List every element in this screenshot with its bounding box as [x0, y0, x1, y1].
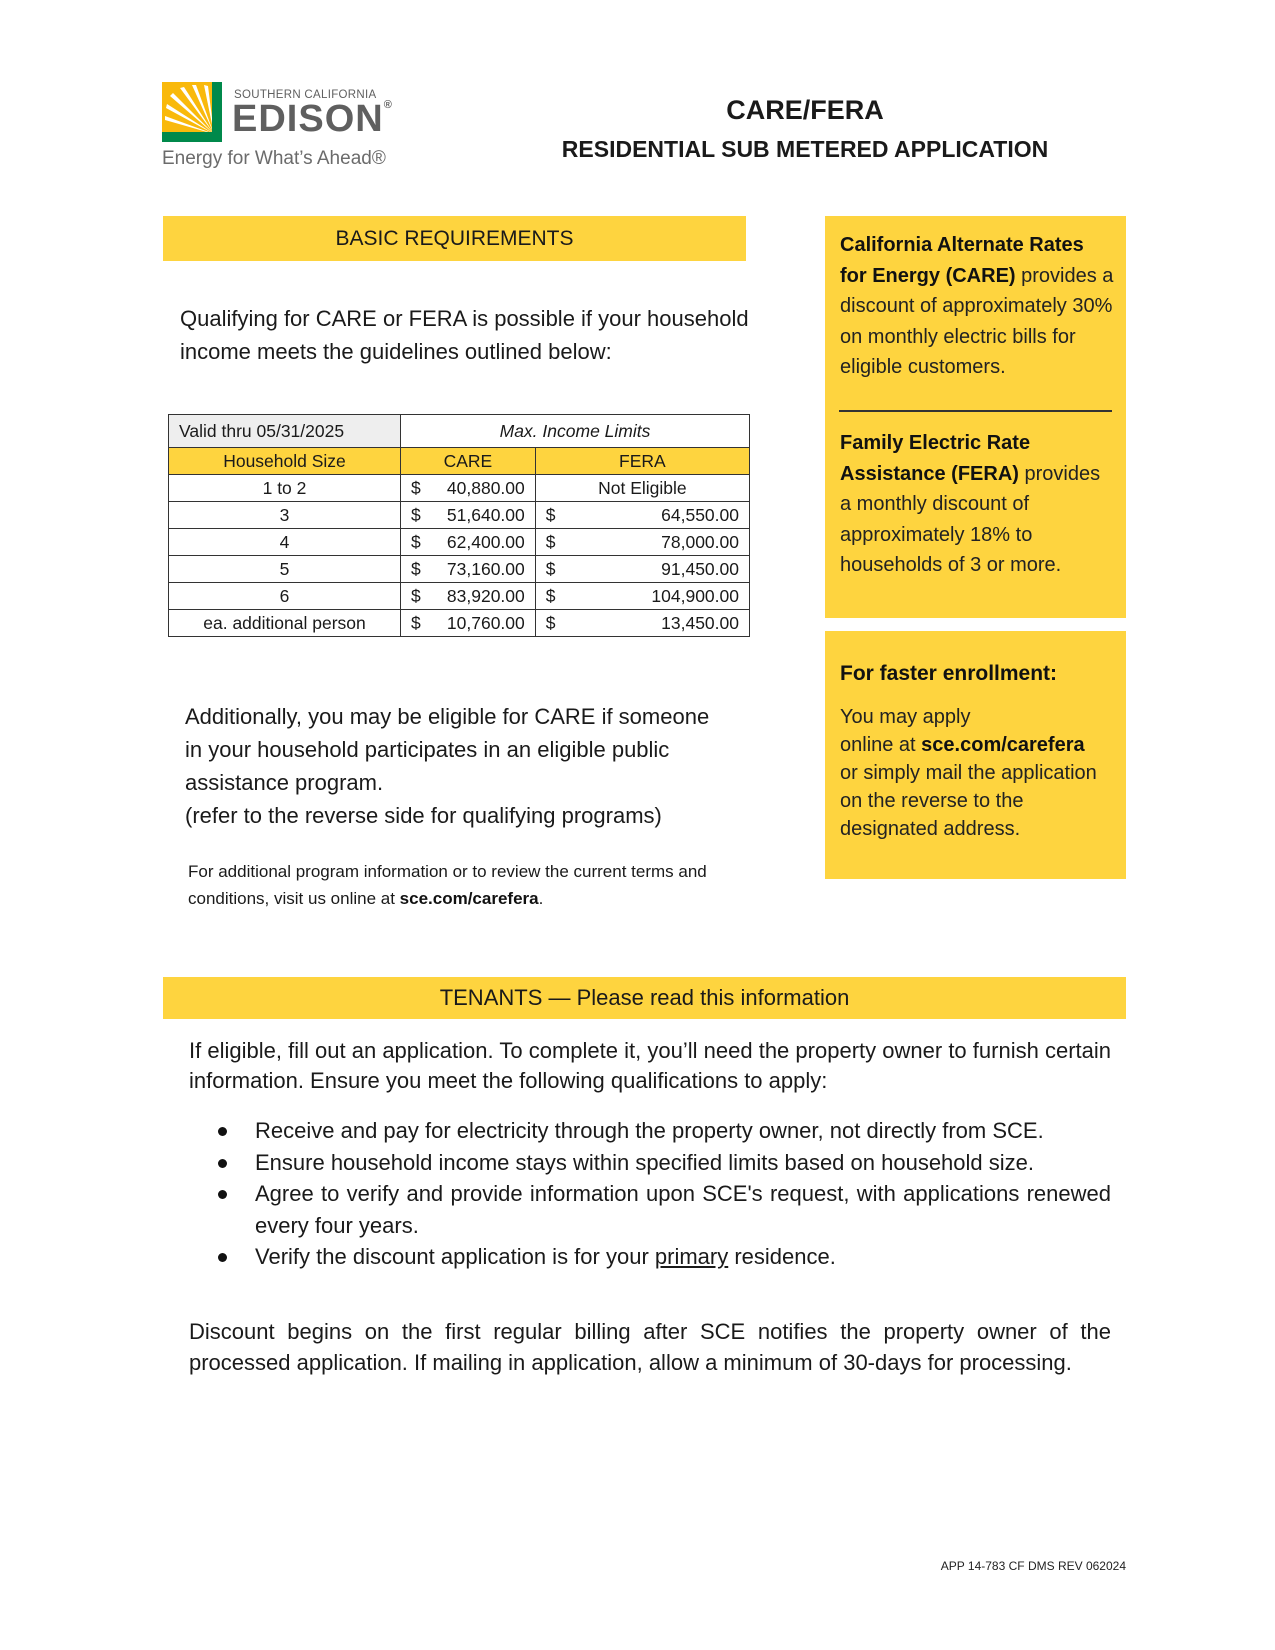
table-header-row [169, 448, 750, 475]
table-row [169, 610, 750, 637]
fera-limit-cell: $ 13,450.00 [545, 612, 739, 633]
care-limit-cell: $ 83,920.00 [410, 585, 525, 606]
bullet-icon [218, 1190, 227, 1199]
list-item: Agree to verify and provide information upon SCE's request, with applications renewed every four years. [210, 1178, 1111, 1241]
carefera-link[interactable]: sce.com/carefera [399, 889, 539, 908]
care-limit-cell: $ 51,640.00 [410, 504, 525, 525]
care-description: California Alternate Rates for Energy (CARE) provides a discount of approximately 30% on monthly electric bills for eligible customers. [840, 234, 1114, 378]
program-info-note: For additional program information or to review the current terms and conditions, visit us online at sce.com/carefera. [188, 862, 707, 908]
fera-limit-cell: $ 78,000.00 [545, 531, 739, 552]
tenants-intro: If eligible, fill out an application. To complete it, you’ll need the property owner to furnish certain information. Ensure you meet the following qualifications to apply: [189, 1038, 1111, 1093]
valid-thru-cell: Valid thru 05/31/2025 [169, 415, 401, 448]
household-size-cell: 4 [169, 529, 401, 556]
faster-enrollment-box [825, 631, 1126, 879]
discount-timing-text: Discount begins on the first regular billing after SCE notifies the property owner of the processed application. If mailing in application, allow a minimum of 30-days for processing. [189, 1319, 1111, 1375]
bullet-icon [218, 1127, 227, 1136]
header-care: CARE [400, 448, 535, 475]
household-size-cell: 6 [169, 583, 401, 610]
fera-limit-cell: Not Eligible [535, 475, 749, 502]
table-row [169, 475, 750, 502]
logo-tagline: Energy for What’s Ahead® [162, 148, 386, 169]
fera-limit-cell: $ 104,900.00 [545, 585, 739, 606]
table-row [169, 583, 750, 610]
basic-intro-text: Qualifying for CARE or FERA is possible if your household income meets the guidelines outlined below: [180, 306, 749, 364]
fera-limit-cell: $ 91,450.00 [545, 558, 739, 579]
bullet-icon [218, 1253, 227, 1262]
header-household-size: Household Size [169, 448, 401, 475]
logo-small-text: SOUTHERN CALIFORNIA [234, 89, 377, 101]
enrollment-text: You may apply online at sce.com/carefera or simply mail the application on the reverse to the designated address. [840, 706, 1097, 840]
income-limits-table [168, 414, 750, 637]
basic-requirements-heading: BASIC REQUIREMENTS [163, 216, 746, 261]
page-subtitle: RESIDENTIAL SUB METERED APPLICATION [561, 136, 1049, 162]
fera-description: Family Electric Rate Assistance (FERA) provides a monthly discount of approximately 18% to households of 3 or more. [840, 432, 1101, 576]
list-item: Verify the discount application is for your primary residence. [210, 1241, 1111, 1273]
care-limit-cell: $ 73,160.00 [410, 558, 525, 579]
header-fera: FERA [535, 448, 749, 475]
household-size-cell: ea. additional person [169, 610, 401, 637]
household-size-cell: 1 to 2 [169, 475, 401, 502]
care-limit-cell: $ 10,760.00 [410, 612, 525, 633]
edison-sunburst-icon [162, 82, 222, 142]
form-code: APP 14-783 CF DMS REV 062024 [940, 1559, 1126, 1573]
logo-wordmark: EDISON® [232, 98, 393, 140]
table-row [169, 529, 750, 556]
tenants-heading: TENANTS — Please read this information [163, 977, 1126, 1019]
max-income-label: Max. Income Limits [400, 415, 749, 448]
page-title: CARE/FERA [726, 95, 884, 125]
household-size-cell: 3 [169, 502, 401, 529]
sce-logo [162, 82, 402, 172]
enroll-carefera-link[interactable]: sce.com/carefera [921, 734, 1085, 756]
program-description-box [825, 216, 1126, 618]
care-limit-cell: $ 62,400.00 [410, 531, 525, 552]
public-assistance-text: Additionally, you may be eligible for CARE if someone in your household participates in an eligible public assistance program. (refer to the reverse side for qualifying programs) [185, 704, 710, 828]
qualifications-list [210, 1115, 1111, 1273]
table-row [169, 502, 750, 529]
care-limit-cell: $ 40,880.00 [410, 477, 525, 498]
enrollment-heading: For faster enrollment: [840, 662, 1058, 685]
fera-limit-cell: $ 64,550.00 [545, 504, 739, 525]
list-item: Ensure household income stays within specified limits based on household size. [210, 1147, 1111, 1179]
list-item: Receive and pay for electricity through the property owner, not directly from SCE. [210, 1115, 1111, 1147]
household-size-cell: 5 [169, 556, 401, 583]
bullet-icon [218, 1159, 227, 1168]
divider [839, 410, 1112, 412]
table-row [169, 556, 750, 583]
